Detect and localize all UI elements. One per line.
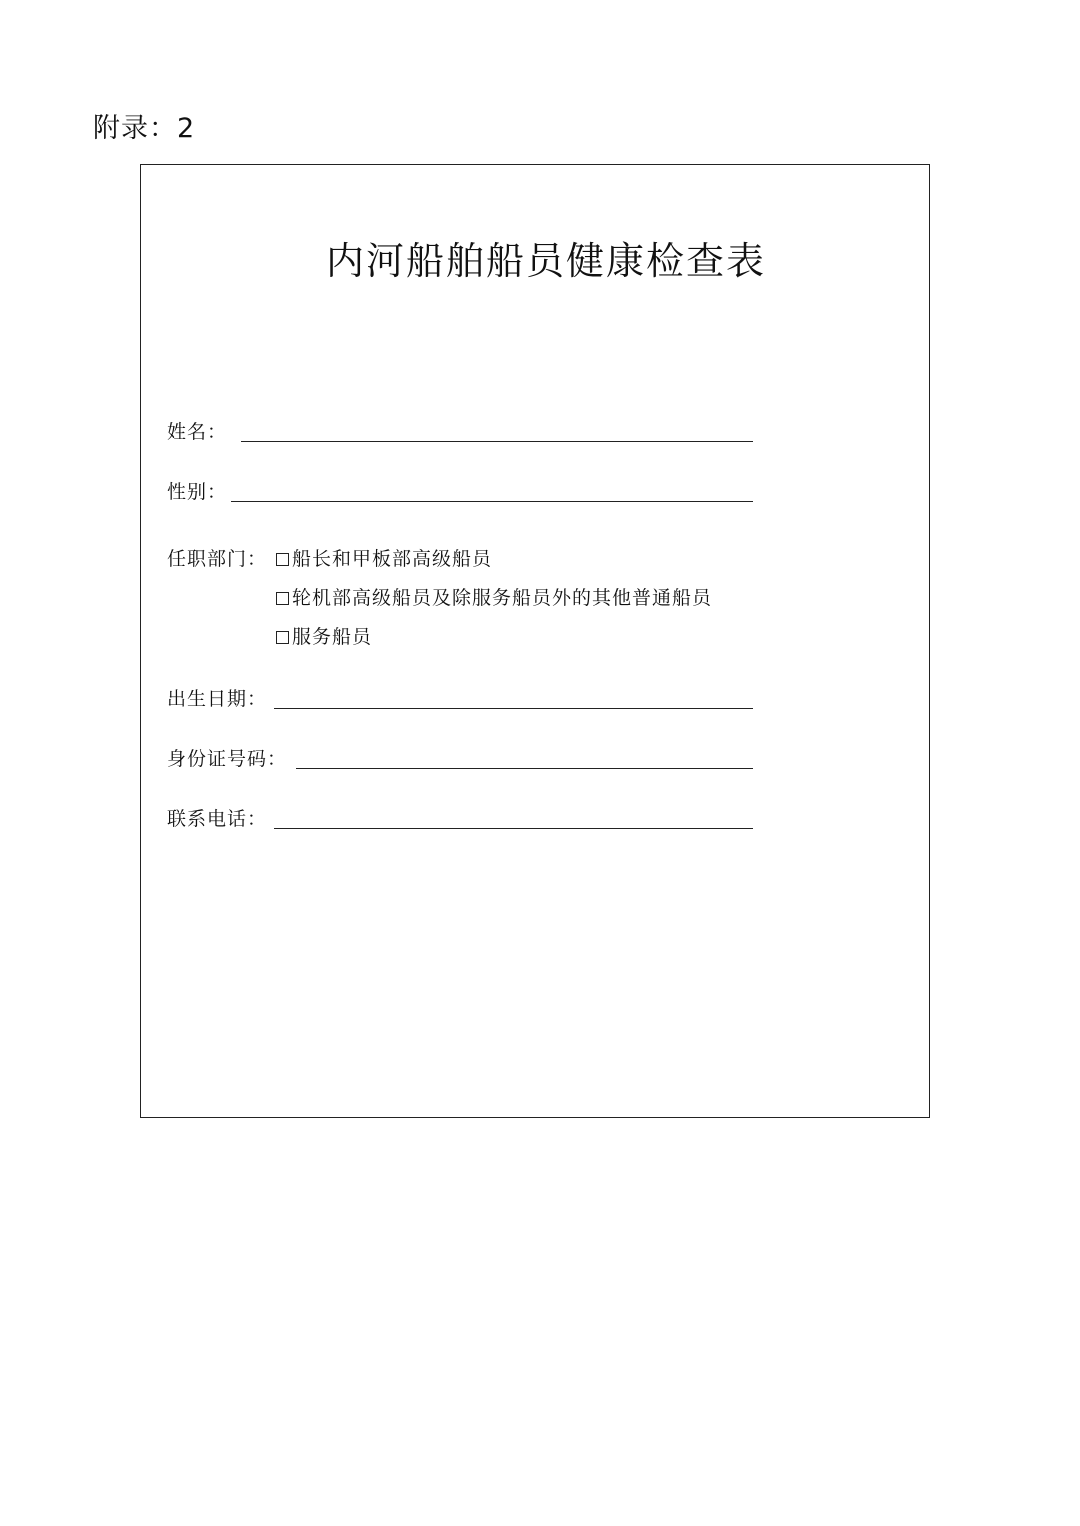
birthdate-field[interactable] <box>274 708 753 709</box>
id-number-label: 身份证号码： <box>167 748 288 770</box>
appendix-label: 附录：2 <box>93 113 196 144</box>
department-option-deck[interactable] <box>276 546 492 572</box>
id-number-field[interactable] <box>296 768 753 769</box>
gender-label: 性别： <box>167 481 228 503</box>
department-option-service[interactable] <box>276 624 372 650</box>
phone-label: 联系电话： <box>167 808 268 830</box>
checkbox-service[interactable] <box>276 631 289 644</box>
health-form-cover <box>140 164 930 1118</box>
department-option-deck-label: 船长和甲板部高级船员 <box>292 548 493 570</box>
department-label: 任职部门： <box>167 548 268 570</box>
gender-field[interactable] <box>231 501 753 502</box>
birthdate-label: 出生日期： <box>167 688 268 710</box>
name-field[interactable] <box>241 441 753 442</box>
department-option-service-label: 服务船员 <box>292 626 373 648</box>
form-title: 内河船舶船员健康检查表 <box>325 239 766 283</box>
department-option-engine-label: 轮机部高级船员及除服务船员外的其他普通船员 <box>292 587 713 609</box>
phone-field[interactable] <box>274 828 753 829</box>
checkbox-engine[interactable] <box>276 592 289 605</box>
name-label: 姓名： <box>167 421 228 443</box>
checkbox-deck[interactable] <box>276 553 289 566</box>
department-option-engine[interactable] <box>276 585 712 611</box>
